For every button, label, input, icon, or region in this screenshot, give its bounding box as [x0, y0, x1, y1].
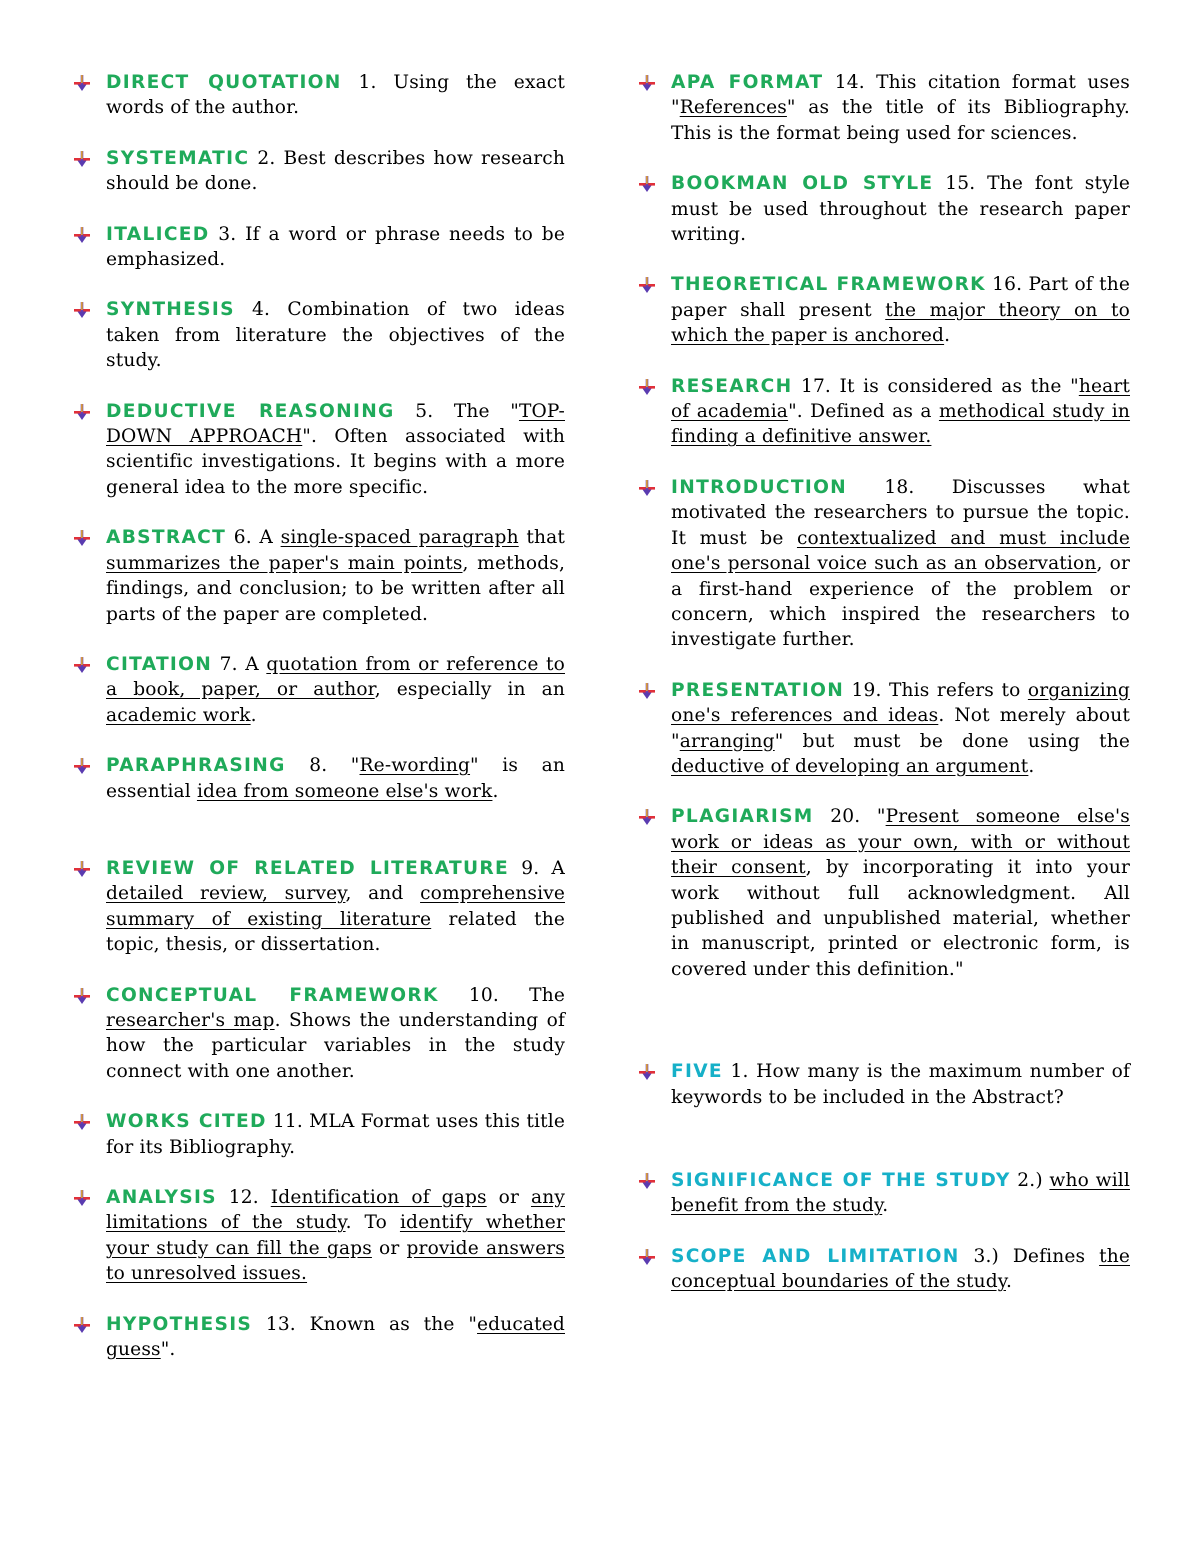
definition-segment: related the topic, thesis, or dissertation.: [106, 908, 565, 956]
term-label: ANALYSIS: [106, 1187, 217, 1208]
definition-text: [106, 1109, 565, 1160]
arrow-bullet-icon: [72, 1189, 92, 1207]
definition-text: [671, 171, 1130, 247]
term-label: WORKS CITED: [106, 1111, 267, 1133]
underlined-phrase: Identification of gaps: [270, 1187, 487, 1208]
underlined-phrase: detailed review, survey: [106, 883, 346, 905]
term-label: INTRODUCTION: [671, 476, 848, 498]
definition-segment: 4. Combination of two ideas taken from literature the objectives of the study.: [106, 299, 565, 372]
arrow-bullet-icon: [637, 1248, 657, 1266]
definition-segment: 7. A: [212, 653, 267, 675]
term-label: REVIEW OF RELATED LITERATURE: [106, 857, 510, 879]
definition-text: [106, 146, 565, 197]
definition-text: [671, 272, 1130, 348]
definition-item: [70, 222, 565, 273]
definition-text: [671, 475, 1130, 653]
definition-item: [635, 804, 1130, 982]
definition-item: [635, 1059, 1130, 1110]
definition-segment: 1. How many is the maximum number of keywords to be included in the Abstract?: [671, 1061, 1130, 1108]
underlined-phrase: any limitations of the study: [106, 1187, 565, 1234]
definition-segment: or: [486, 1187, 531, 1208]
definition-segment: 10. The: [438, 984, 565, 1006]
term-label: THEORETICAL FRAMEWORK: [671, 274, 986, 296]
term-label: ABSTRACT: [106, 527, 227, 549]
arrow-bullet-icon: [72, 1316, 92, 1334]
term-label: RESEARCH: [671, 375, 793, 397]
underlined-phrase: organizing one's references and ideas: [671, 679, 1130, 727]
definition-item: [635, 171, 1130, 247]
arrow-bullet-icon: [72, 1113, 92, 1131]
arrow-bullet-icon: [637, 1172, 657, 1190]
arrow-bullet-icon: [72, 860, 92, 878]
definition-segment: .: [882, 1195, 889, 1217]
definition-item: [70, 146, 565, 197]
definition-segment: " is an essential: [106, 755, 565, 802]
definition-item: [635, 70, 1130, 146]
underlined-phrase: researcher's map: [106, 1009, 275, 1031]
left-column: [70, 70, 565, 1362]
definition-text: [671, 1168, 1130, 1219]
underlined-phrase: References: [679, 97, 787, 119]
arrow-bullet-icon: [72, 150, 92, 168]
definition-segment: . To: [345, 1212, 400, 1234]
underlined-phrase: TOP-DOWN APPROACH: [106, 400, 565, 448]
definition-segment: , and: [345, 883, 421, 905]
definition-item: [635, 1168, 1130, 1219]
definition-item: [70, 297, 565, 373]
definition-segment: 18. Discusses what motivated the researchers to pursue the topic. It must be: [671, 476, 1130, 549]
underlined-phrase: identify whether your study can fill the gaps: [106, 1212, 565, 1259]
arrow-bullet-icon: [72, 757, 92, 775]
underlined-phrase: educated guess: [106, 1313, 565, 1361]
definition-text: [671, 70, 1130, 146]
underlined-phrase: deductive of developing an argument: [671, 755, 1029, 777]
definition-item: [635, 1244, 1130, 1295]
arrow-bullet-icon: [637, 682, 657, 700]
definition-item: [70, 525, 565, 627]
definition-segment: 3. If a word or phrase needs to be emphasized.: [106, 223, 565, 271]
definition-item: [70, 652, 565, 728]
arrow-bullet-icon: [637, 479, 657, 497]
definition-text: [106, 525, 565, 627]
definition-text: [671, 1059, 1130, 1110]
arrow-bullet-icon: [72, 301, 92, 319]
definition-item: [70, 1109, 565, 1160]
definition-segment: 6. A: [226, 527, 281, 549]
underlined-phrase: methodical study in finding a definitive answer.: [671, 401, 1131, 448]
arrow-bullet-icon: [72, 403, 92, 421]
definition-text: [106, 652, 565, 728]
term-label: PLAGIARISM: [671, 806, 814, 828]
underlined-phrase: contextualized and must include one's personal voice such as an observation: [671, 527, 1130, 575]
arrow-bullet-icon: [72, 529, 92, 547]
term-label: SIGNIFICANCE OF THE STUDY: [671, 1170, 1011, 1191]
definition-segment: 16. Part of the paper shall present: [671, 274, 1131, 321]
underlined-phrase: the major theory on to which the paper is anchored: [671, 299, 1130, 347]
definition-segment: 2.): [1010, 1170, 1050, 1191]
term-label: CONCEPTUAL FRAMEWORK: [106, 984, 439, 1006]
term-label: APA FORMAT: [671, 72, 824, 93]
definition-text: [106, 222, 565, 273]
definition-item: [635, 374, 1130, 450]
term-label: ITALICED: [106, 223, 210, 245]
arrow-bullet-icon: [637, 1063, 657, 1081]
term-label: BOOKMAN OLD STYLE: [671, 173, 934, 195]
definition-text: [106, 399, 565, 501]
definition-segment: . Shows the understanding of how the particular variables in the study connect with one another.: [106, 1009, 565, 1082]
term-label: DIRECT QUOTATION: [106, 72, 342, 93]
definition-segment: " but must be done using the: [774, 730, 1130, 752]
definition-item: [635, 475, 1130, 653]
definition-text: [106, 70, 565, 121]
definition-text: [106, 1312, 565, 1363]
term-label: FIVE: [671, 1061, 723, 1083]
definition-segment: ".: [160, 1339, 176, 1361]
definition-segment: .: [1028, 755, 1035, 777]
definition-segment: 19. This refers to: [844, 679, 1028, 701]
definition-segment: that: [518, 527, 565, 549]
arrow-bullet-icon: [637, 808, 657, 826]
arrow-bullet-icon: [72, 656, 92, 674]
definition-segment: 13. Known as the ": [252, 1313, 478, 1335]
definition-segment: " as the title of its Bibliography. This is the format being used for sciences.: [671, 97, 1130, 144]
definition-segment: 20. ": [813, 806, 886, 828]
definition-item: [70, 856, 565, 958]
definition-segment: , by incorporating it into your work without full acknowledgment. All published and unpublished material, whether in manuscript, printed or electronic form, is covered under this definition.": [671, 857, 1130, 980]
underlined-phrase: who will benefit from the study: [671, 1170, 1130, 1217]
underlined-phrase: single-spaced paragraph: [280, 527, 519, 549]
definition-item: [70, 399, 565, 501]
underlined-phrase: comprehensive summary of existing literature: [106, 883, 565, 930]
definition-segment: .: [492, 780, 499, 802]
arrow-bullet-icon: [72, 226, 92, 244]
arrow-bullet-icon: [72, 987, 92, 1005]
definition-segment: . Not merely about ": [671, 705, 1130, 752]
definition-segment: .: [944, 325, 951, 347]
arrow-bullet-icon: [72, 74, 92, 92]
definition-segment: 5. The ": [394, 400, 519, 422]
arrow-bullet-icon: [637, 378, 657, 396]
definition-text: [671, 678, 1130, 780]
definition-text: [106, 1185, 565, 1287]
definition-segment: ". Defined as a: [788, 401, 939, 423]
term-label: SYSTEMATIC: [106, 147, 250, 169]
definition-segment: .: [250, 704, 257, 726]
definition-segment: 9. A: [509, 857, 565, 879]
definition-segment: ". Often associated with scientific investigations. It begins with a more general idea to the more specific.: [106, 426, 565, 498]
definition-text: [106, 856, 565, 958]
definition-segment: 15. The font style must be used throughout the research paper writing.: [671, 173, 1130, 246]
definition-segment: 2. Best describes how research should be done.: [106, 147, 565, 195]
underlined-phrase: arranging: [679, 730, 775, 752]
definition-item: [635, 678, 1130, 780]
arrow-bullet-icon: [637, 276, 657, 294]
term-label: PRESENTATION: [671, 679, 845, 701]
definition-segment: , methods, findings, and conclusion; to be written after all parts of the paper are completed.: [106, 552, 566, 625]
definition-item: [70, 1185, 565, 1287]
definition-text: [106, 753, 565, 804]
right-column: [635, 70, 1130, 1295]
underlined-phrase: heart of academia: [671, 375, 1130, 423]
underlined-phrase: quotation from or reference to a book, paper, or author: [106, 653, 565, 701]
definition-segment: , especially in an: [374, 679, 566, 701]
definition-segment: .: [1006, 1271, 1013, 1293]
definition-text: [106, 983, 565, 1085]
underlined-phrase: summarizes the paper's main points: [106, 552, 463, 574]
underlined-phrase: academic work: [106, 704, 251, 726]
term-label: HYPOTHESIS: [106, 1313, 253, 1335]
definition-item: [70, 1312, 565, 1363]
definition-segment: 14. This citation format uses ": [671, 72, 1130, 119]
definition-text: [671, 374, 1130, 450]
definition-segment: 12.: [216, 1187, 271, 1208]
definition-segment: 3.) Defines: [959, 1245, 1100, 1267]
underlined-phrase: provide answers to unresolved issues.: [106, 1237, 565, 1285]
arrow-bullet-icon: [637, 175, 657, 193]
definition-text: [671, 1244, 1130, 1295]
definition-segment: 11. MLA Format uses this title for its Bibliography.: [106, 1111, 566, 1158]
definition-text: [671, 804, 1130, 982]
arrow-bullet-icon: [637, 74, 657, 92]
underlined-phrase: Present someone else's work or ideas as your own, with or without their consent: [671, 806, 1130, 879]
definition-item: [70, 753, 565, 804]
definition-item: [70, 983, 565, 1085]
definition-item: [635, 272, 1130, 348]
underlined-phrase: the conceptual boundaries of the study: [671, 1245, 1130, 1293]
definition-segment: 1. Using the exact words of the author.: [106, 72, 565, 119]
definition-segment: , or a first-hand experience of the problem or concern, which inspired the researchers to investigate further.: [671, 553, 1130, 651]
term-label: CITATION: [106, 653, 213, 675]
term-label: PARAPHRASING: [106, 755, 286, 777]
underlined-phrase: Re-wording: [359, 755, 471, 777]
underlined-phrase: idea from someone else's work: [196, 780, 493, 802]
definition-segment: or: [371, 1237, 407, 1259]
term-label: SYNTHESIS: [106, 299, 235, 321]
definition-segment: 17. It is considered as the ": [792, 375, 1079, 397]
term-label: SCOPE AND LIMITATION: [671, 1245, 960, 1267]
term-label: DEDUCTIVE REASONING: [106, 400, 395, 422]
definition-segment: 8. ": [285, 755, 360, 777]
definition-item: [70, 70, 565, 121]
definition-text: [106, 297, 565, 373]
